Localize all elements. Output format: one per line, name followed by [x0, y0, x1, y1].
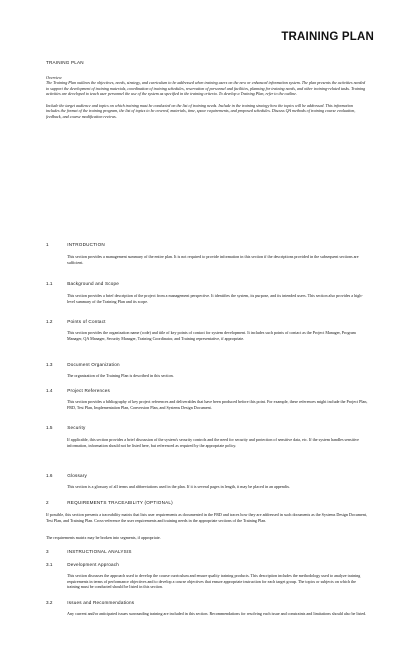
section-title: Points of Contact: [67, 319, 106, 324]
section-body: The organization of the Training Plan is described in this section.: [67, 373, 174, 378]
section-body: This section provides a management summary of the entire plan. It is not required to provide information in this section if the descriptions provided in the subsequent sections are sufficient.: [67, 254, 359, 265]
overview-paragraph: Include the target audience and topics on which training must be conducted on the list of training needs. Include in the training strategy how the topics will be addressed. This information includes the format of the training program, the list of topics to be covered, materials, time, space requirements, and proposed schedules. Discuss QA methods of training course evaluation, feedback, and course modification reviews.: [46, 102, 356, 119]
section-heading: [46, 562, 119, 567]
section-body: This section provides a brief description of the project from a management perspective. It identifies the system, its purpose, and its intended users. This section also provides a high-level summary of the Training Plan and its scope.: [67, 293, 363, 304]
section-body: This section provides the organization name (code) and title of key points of contact for system development. It includes such points of contact as the Project Manager, Program Manager, QA Manager, Security Manager, Training Coordinator, and Training representative, if appropriate.: [67, 330, 356, 341]
section-number: 3.2: [46, 600, 53, 605]
section-body: If applicable, this section provides a brief discussion of the system's security controls and the need for security and protection of sensitive data, etc. If the system handles sensitive information, information should not be listed here, but referenced as required by the appropriate policy.: [67, 437, 359, 448]
header-label: TRAINING PLAN: [46, 60, 84, 65]
section-heading: [46, 281, 119, 286]
section-title: Security: [67, 425, 86, 430]
section-heading: [46, 388, 110, 393]
section-number: 3.1: [46, 562, 53, 567]
section-number: 1.6: [46, 473, 53, 478]
section-number: 2: [46, 500, 49, 505]
section-body: This section discusses the approach used to develop the course curriculum and ensure quality training products. This description includes the methodology used to analyze training requirements in terms of performance objectives and to develop a course objectives that ensure appropriate instruction for each target group. The topics or subjects on which the training must be conducted should be listed in this section.: [67, 573, 361, 590]
section-body: If possible, this section presents a traceability matrix that lists user requirements as documented in the FRD and traces how they are addressed in such documents as the Systems Design Document, Test Plan, and Training Plan. Cross-reference the user requirements and training needs in the appropriate sections of the Training Plan.: [46, 512, 368, 523]
section-title: Project References: [67, 388, 110, 393]
section-body: This section is a glossary of all terms and abbreviations used in the plan. If it is several pages in length, it may be placed in an appendix.: [67, 484, 291, 489]
section-body: The requirements matrix may be broken into segments, if appropriate.: [46, 535, 161, 540]
section-heading: [46, 425, 85, 430]
section-number: 1.5: [46, 425, 53, 430]
section-body: This section provides a bibliography of key project references and deliverables that have been produced before this point. For example, these references might include the Project Plan, FRD, Test Plan, Implementation Plan, Conversion Plan, and Systems Design Document.: [67, 399, 368, 410]
section-heading: [46, 549, 132, 554]
section-heading: [46, 473, 87, 478]
section-number: 1: [46, 242, 49, 247]
overview-heading: Overview: [46, 75, 62, 80]
section-number: 1.2: [46, 319, 53, 324]
overview-block: [46, 75, 366, 120]
section-heading: [46, 500, 173, 505]
section-title: Development Approach: [67, 562, 120, 567]
document-title: TRAINING PLAN: [281, 31, 374, 43]
section-number: 3: [46, 549, 49, 554]
section-heading: [46, 362, 120, 367]
section-heading: [46, 600, 134, 605]
section-title: Document Organization: [67, 362, 120, 367]
section-title: Background and Scope: [67, 281, 120, 286]
section-number: 1.1: [46, 281, 53, 286]
overview-paragraph: The Training Plan outlines the objectives, needs, strategy, and curriculum to be addressed when training users on the new or enhanced information system. The plan presents the activities needed to support the development of training materials, coordination of training schedules, reservation of personnel and facilities, planning for training needs, and other training-related tasks. Training activities are developed to teach user personnel the use of the system as specified in the training criteria. To develop a Training Plan, refer to the outline.: [46, 80, 366, 97]
section-heading: [46, 319, 106, 324]
section-title: Glossary: [67, 473, 88, 478]
section-body: Any current and/or anticipated issues surrounding training are included in this section. Recommendations for resolving each issue and constraints and limitations should also be listed.: [67, 611, 367, 616]
section-heading: [46, 242, 105, 247]
section-title: Issues and Recommendations: [67, 600, 135, 605]
section-title: INSTRUCTIONAL ANALYSIS: [67, 549, 132, 554]
section-number: 1.4: [46, 388, 53, 393]
section-title: REQUIREMENTS TRACEABILITY (OPTIONAL): [67, 500, 173, 505]
section-title: INTRODUCTION: [67, 242, 105, 247]
section-number: 1.3: [46, 362, 53, 367]
